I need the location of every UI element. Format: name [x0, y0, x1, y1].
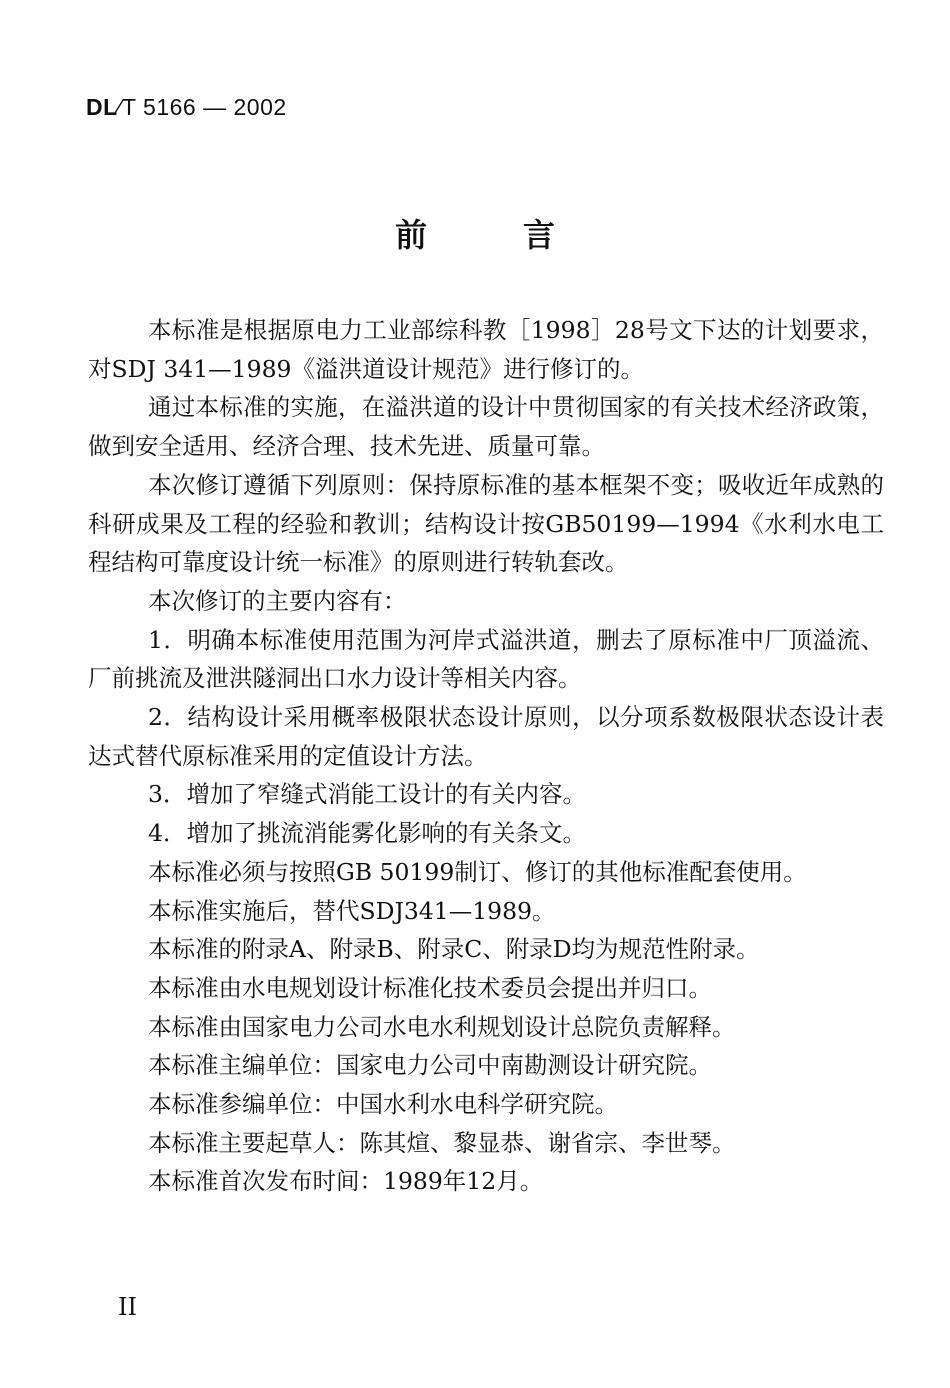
paragraph: 本标准由水电规划设计标准化技术委员会提出并归口。: [148, 973, 712, 1002]
paragraph: 本次修订遵循下列原则：保持原标准的基本框架不变；吸收近年成熟的科研成果及工程的经验和教训；结构设计按GB50199—1994《水利水电工程结构可靠度设计统一标准》的原则进行转轨套改。: [88, 470, 884, 577]
paragraph: 本次修订的主要内容有：: [148, 586, 407, 615]
paragraph: 本标准首次发布时间：1989年12月。: [148, 1167, 544, 1196]
paragraph: 本标准主要起草人：陈其煊、黎显恭、谢省宗、李世琴。: [148, 1128, 736, 1157]
list-item: 4．增加了挑流消能雾化影响的有关条文。: [148, 819, 586, 848]
paragraph: 本标准参编单位：中国水利水电科学研究院。: [148, 1090, 618, 1119]
paragraph: 本标准是根据原电力工业部综科教［1998］28号文下达的计划要求，对SDJ 341—1989《溢洪道设计规范》进行修订的。: [88, 316, 884, 383]
paragraph: 本标准由国家电力公司水电水利规划设计总院负责解释。: [148, 1012, 736, 1041]
list-item: 1．明确本标准使用范围为河岸式溢洪道，删去了原标准中厂顶溢流、厂前挑流及泄洪隧洞出口水力设计等相关内容。: [88, 625, 884, 693]
preface-body: [88, 311, 884, 1201]
document-code-separator: ⁄: [117, 94, 123, 120]
document-code: [86, 94, 287, 121]
page-number: II: [118, 1293, 137, 1321]
paragraph: 本标准必须与按照GB 50199制订、修订的其他标准配套使用。: [148, 857, 807, 886]
paragraph: 本标准实施后，替代SDJ341—1989。: [148, 896, 556, 925]
list-item: 2．结构设计采用概率极限状态设计原则，以分项系数极限状态设计表达式替代原标准采用的定值设计方法。: [88, 703, 884, 770]
list-item: 3．增加了窄缝式消能工设计的有关内容。: [148, 780, 586, 809]
document-code-prefix: DL: [86, 94, 118, 120]
document-code-number: T 5166 — 2002: [122, 94, 287, 120]
paragraph: 本标准主编单位：国家电力公司中南勘测设计研究院。: [148, 1051, 712, 1080]
paragraph: 本标准的附录A、附录B、附录C、附录D均为规范性附录。: [148, 935, 760, 964]
page-title: 前言: [394, 216, 651, 254]
paragraph: 通过本标准的实施，在溢洪道的设计中贯彻国家的有关技术经济政策，做到安全适用、经济合理、技术先进、质量可靠。: [88, 393, 884, 461]
